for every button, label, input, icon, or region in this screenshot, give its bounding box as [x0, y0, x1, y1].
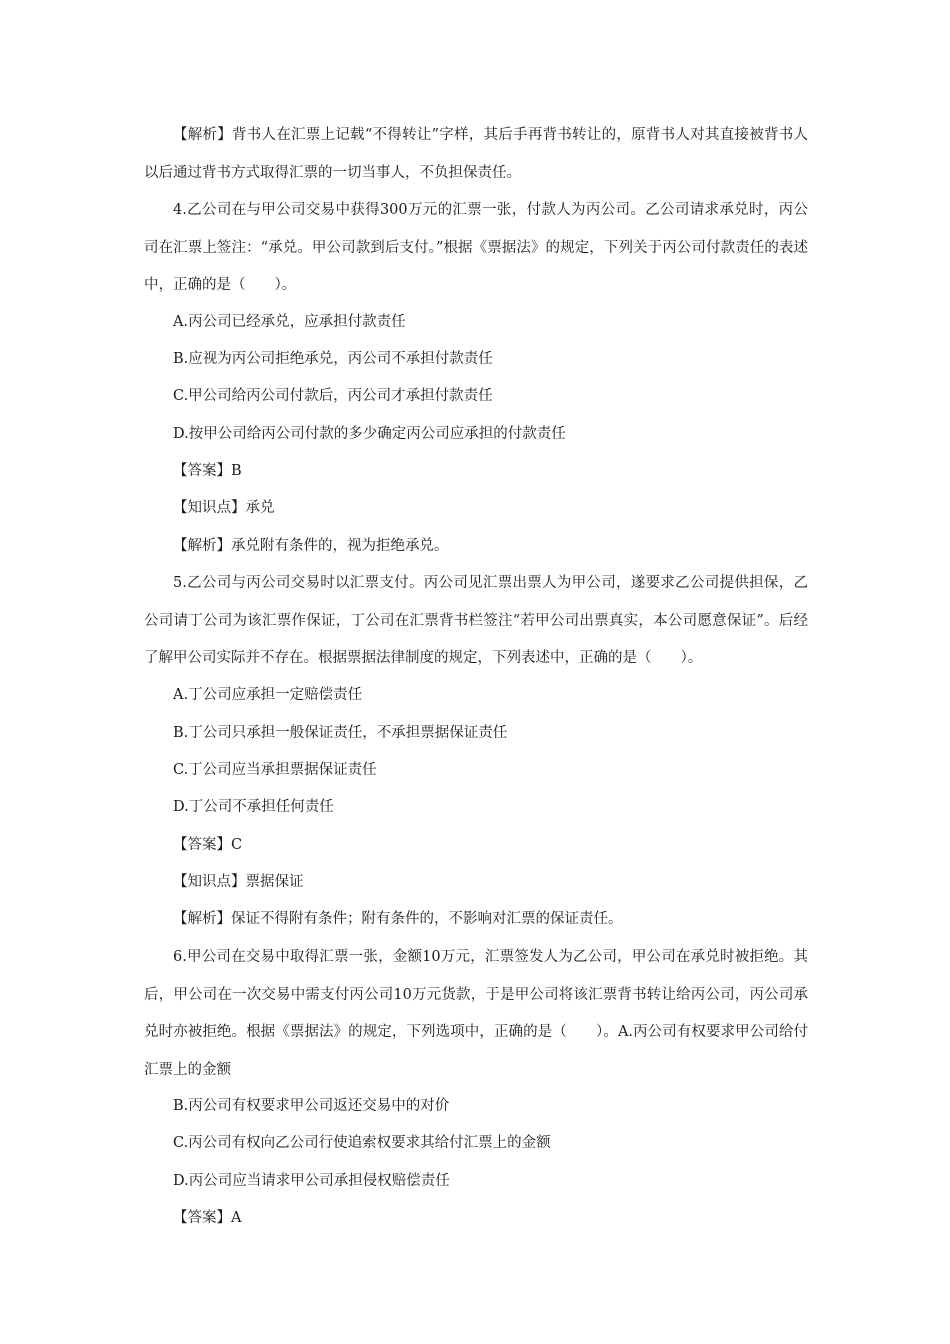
- question-4-stem: 4.乙公司在与甲公司交易中获得300万元的汇票一张，付款人为丙公司。乙公司请求承兑时，丙公司在汇票上签注：“承兑。甲公司款到后支付。”根据《票据法》的规定，下列关于丙公司付款责任的表述中，正确的是（ ）。: [144, 202, 808, 293]
- question-4-option-b: B.应视为丙公司拒绝承兑，丙公司不承担付款责任: [173, 351, 493, 367]
- analysis-paragraph-q3: 【解析】背书人在汇票上记载“不得转让”字样，其后手再背书转让的，原背书人对其直接被背书人以后通过背书方式取得汇票的一切当事人，不负担保责任。: [144, 127, 808, 181]
- question-5-option-a: A.丁公司应承担一定赔偿责任: [173, 687, 363, 703]
- question-5-option-c: C.丁公司应当承担票据保证责任: [173, 762, 377, 778]
- question-5-answer: 【答案】C: [173, 837, 243, 853]
- question-6-stem: 6.甲公司在交易中取得汇票一张，金额10万元，汇票签发人为乙公司，甲公司在承兑时被拒绝。其后，甲公司在一次交易中需支付丙公司10万元货款，于是甲公司将该汇票背书转让给丙公司，丙公司承兑时亦被拒绝。根据《票据法》的规定，下列选项中，正确的是（ ）。A.丙公司有权要求甲公司给付汇票上的金额: [144, 949, 808, 1078]
- question-5-option-b: B.丁公司只承担一般保证责任，不承担票据保证责任: [173, 725, 508, 741]
- question-5-knowledge-point: 【知识点】票据保证: [173, 874, 304, 890]
- question-5-stem: 5.乙公司与丙公司交易时以汇票支付。丙公司见汇票出票人为甲公司，遂要求乙公司提供担保，乙公司请丁公司为该汇票作保证，丁公司在汇票背书栏签注“若甲公司出票真实，本公司愿意保证”。后经了解甲公司实际并不存在。根据票据法律制度的规定，下列表述中，正确的是（ ）。: [144, 575, 808, 666]
- question-4-knowledge-point: 【知识点】承兑: [173, 500, 275, 516]
- question-6-option-b: B.丙公司有权要求甲公司返还交易中的对价: [173, 1098, 450, 1114]
- question-6-answer: 【答案】A: [173, 1210, 242, 1226]
- question-5-option-d: D.丁公司不承担任何责任: [173, 799, 334, 815]
- question-6-option-d: D.丙公司应当请求甲公司承担侵权赔偿责任: [173, 1173, 450, 1189]
- question-4-option-c: C.甲公司给丙公司付款后，丙公司才承担付款责任: [173, 388, 493, 404]
- question-5-analysis: 【解析】保证不得附有条件；附有条件的，不影响对汇票的保证责任。: [173, 911, 623, 927]
- question-6-option-c: C.丙公司有权向乙公司行使追索权要求其给付汇票上的金额: [173, 1135, 551, 1151]
- question-4-option-a: A.丙公司已经承兑，应承担付款责任: [173, 314, 406, 330]
- question-4-answer: 【答案】B: [173, 463, 242, 479]
- question-4-option-d: D.按甲公司给丙公司付款的多少确定丙公司应承担的付款责任: [173, 426, 566, 442]
- question-4-analysis: 【解析】承兑附有条件的，视为拒绝承兑。: [173, 538, 449, 554]
